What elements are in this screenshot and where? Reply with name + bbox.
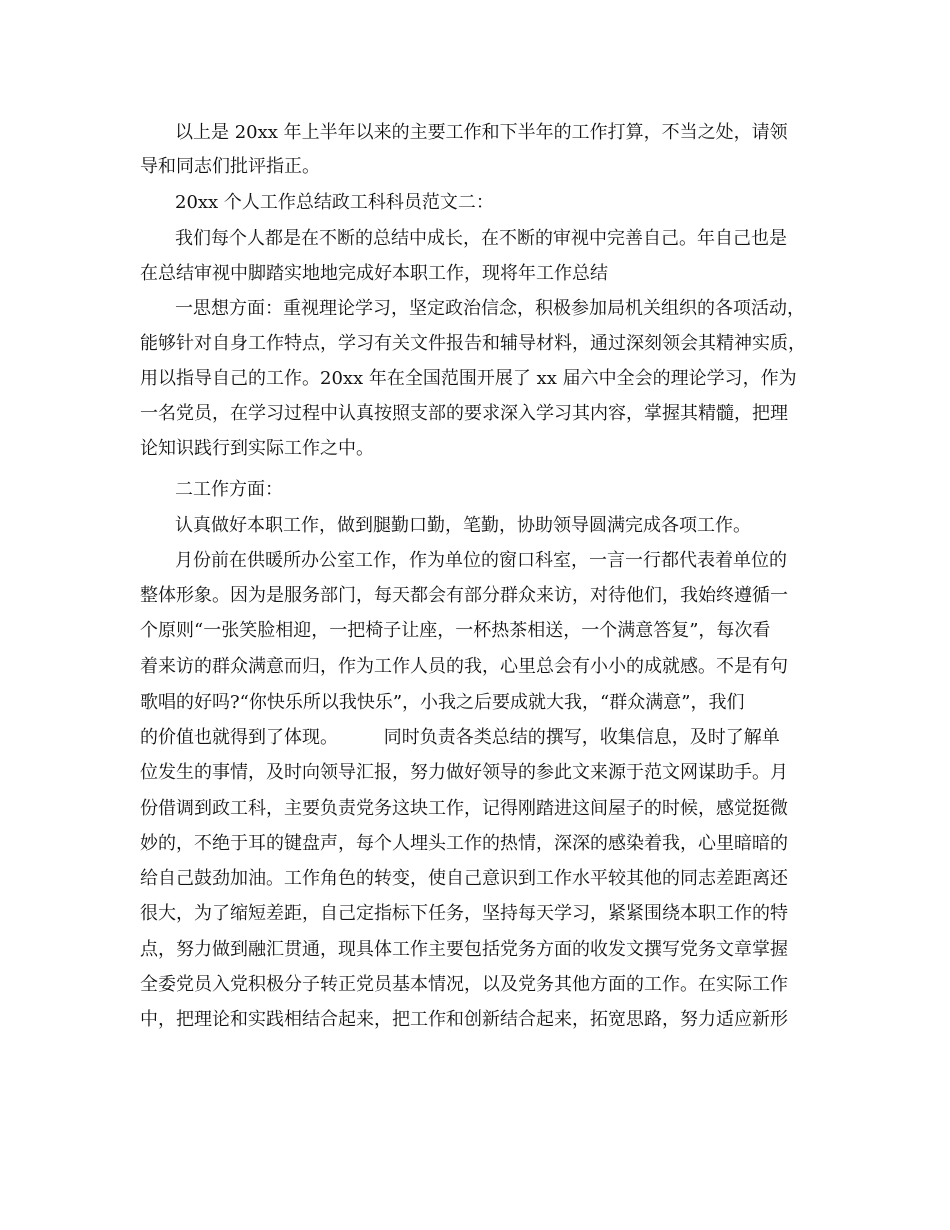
text-line: 二工作方面：: [175, 479, 283, 500]
text-line: 中，把理论和实践相结合起来，把工作和创新结合起来，拓宽思路，努力适应新形: [140, 1009, 788, 1030]
text-line: 全委党员入党积极分子转正党员基本情况，以及党务其他方面的工作。在实际工作: [140, 974, 788, 995]
text-line: 的价值也就得到了体现。 同时负责各类总结的撰写，收集信息，及时了解单: [140, 727, 780, 748]
text-line: 歌唱的好吗?“你快乐所以我快乐”，小我之后要成就大我，“群众满意”，我们: [140, 692, 745, 713]
text-line: 份借调到政工科，主要负责党务这块工作，记得刚踏进这间屋子的时候，感觉挺微: [140, 798, 788, 819]
text-line: 能够针对自身工作特点，学习有关文件报告和辅导材料，通过深刻领会其精神实质，: [140, 333, 806, 354]
text-line: 个原则“一张笑脸相迎，一把椅子让座，一杯热茶相送，一个满意答复”，每次看: [140, 620, 771, 641]
text-line: 给自己鼓劲加油。工作角色的转变，使自己意识到工作水平较其他的同志差距离还: [140, 868, 788, 889]
text-line: 月份前在供暖所办公室工作，作为单位的窗口科室，一言一行都代表着单位的: [175, 550, 787, 571]
text-line: 导和同志们批评指正。: [140, 156, 320, 177]
text-line: 点，努力做到融汇贯通，现具体工作主要包括党务方面的收发文撰写党务文章掌握: [140, 939, 788, 960]
text-line: 我们每个人都是在不断的总结中成长，在不断的审视中完善自己。年自己也是: [175, 228, 787, 249]
text-line: 20xx 个人工作总结政工科科员范文二：: [175, 192, 494, 213]
text-line: 整体形象。因为是服务部门，每天都会有部分群众来访，对待他们，我始终遵循一: [140, 585, 788, 606]
text-line: 认真做好本职工作，做到腿勤口勤，笔勤，协助领导圆满完成各项工作。: [175, 515, 751, 536]
text-line: 妙的，不绝于耳的键盘声，每个人埋头工作的热情，深深的感染着我，心里暗暗的: [140, 833, 788, 854]
text-line: 论知识践行到实际工作之中。: [140, 438, 374, 459]
text-line: 在总结审视中脚踏实地地完成好本职工作，现将年工作总结: [140, 263, 608, 284]
text-line: 用以指导自己的工作。20xx 年在全国范围开展了 xx 届六中全会的理论学习，作为: [140, 368, 797, 389]
text-line: 很大，为了缩短差距，自己定指标下任务，坚持每天学习，紧紧围绕本职工作的特: [140, 903, 788, 924]
text-line: 一思想方面：重视理论学习，坚定政治信念，积极参加局机关组织的各项活动，: [175, 298, 805, 319]
text-line: 一名党员，在学习过程中认真按照支部的要求深入学习其内容，掌握其精髓，把理: [140, 403, 788, 424]
text-line: 以上是 20xx 年上半年以来的主要工作和下半年的工作打算，不当之处，请领: [175, 122, 788, 143]
text-line: 位发生的事情，及时向领导汇报，努力做好领导的参此文来源于范文网谋助手。月: [140, 762, 788, 783]
text-line: 着来访的群众满意而归，作为工作人员的我，心里总会有小小的成就感。不是有句: [140, 656, 788, 677]
